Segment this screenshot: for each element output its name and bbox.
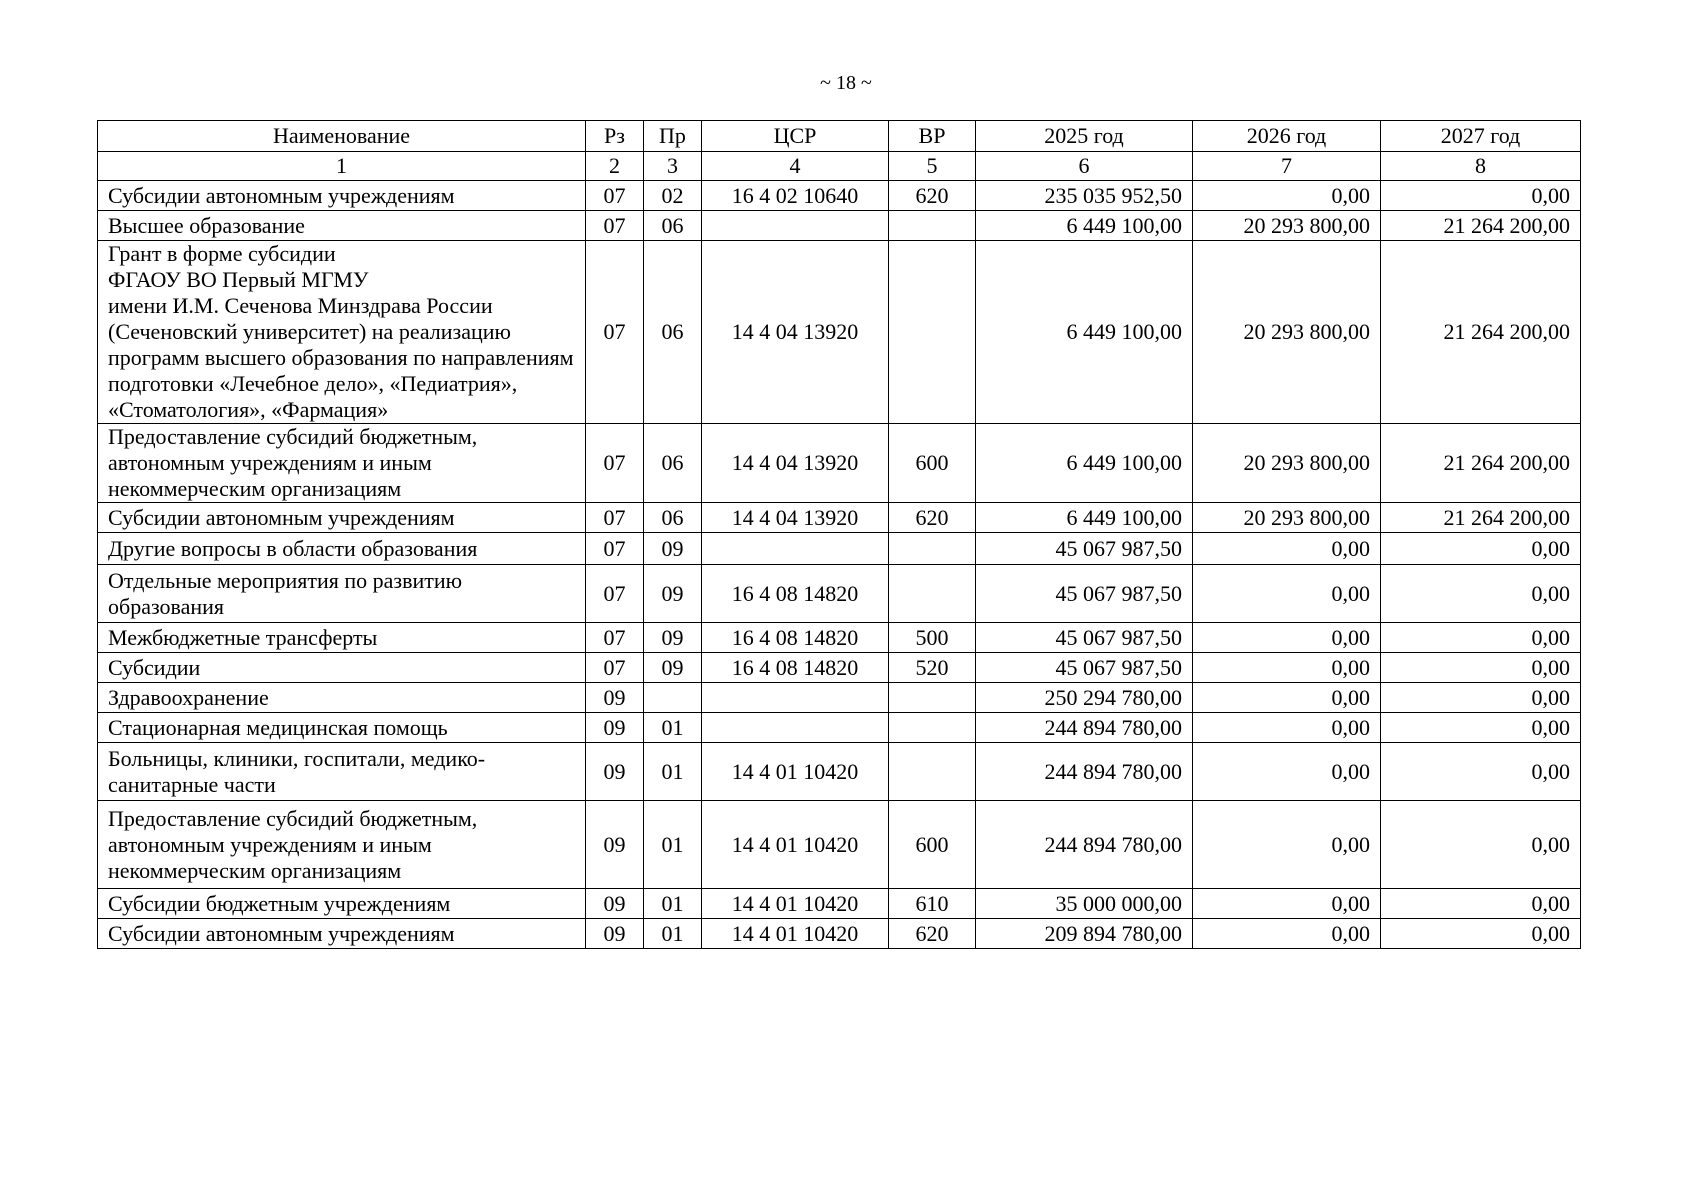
row-rz: 09 xyxy=(586,743,644,801)
column-number-row xyxy=(98,152,1581,181)
row-pr: 01 xyxy=(644,743,702,801)
row-2025: 45 067 987,50 xyxy=(976,565,1193,623)
row-2026: 0,00 xyxy=(1193,743,1381,801)
row-2027: 0,00 xyxy=(1381,713,1581,743)
row-2027: 0,00 xyxy=(1381,181,1581,211)
header-2025: 2025 год xyxy=(976,121,1193,152)
header-2026: 2026 год xyxy=(1193,121,1381,152)
row-name: Предоставление субсидий бюджетным, автономным учреждениям и иным некоммерческим организациям xyxy=(98,424,586,503)
row-vr xyxy=(889,565,976,623)
row-2025: 6 449 100,00 xyxy=(976,211,1193,241)
column-number: 1 xyxy=(98,152,586,181)
row-name: Субсидии автономным учреждениям xyxy=(98,503,586,533)
table-row xyxy=(98,565,1581,623)
header-csr: ЦСР xyxy=(702,121,889,152)
row-2026: 0,00 xyxy=(1193,801,1381,889)
header-rz: Рз xyxy=(586,121,644,152)
row-2026: 0,00 xyxy=(1193,653,1381,683)
table-row xyxy=(98,241,1581,424)
row-csr xyxy=(702,533,889,565)
row-vr xyxy=(889,241,976,424)
row-rz: 07 xyxy=(586,241,644,424)
row-rz: 07 xyxy=(586,424,644,503)
row-csr: 14 4 04 13920 xyxy=(702,503,889,533)
row-csr: 16 4 08 14820 xyxy=(702,623,889,653)
row-csr: 14 4 01 10420 xyxy=(702,889,889,919)
row-2026: 0,00 xyxy=(1193,889,1381,919)
row-rz: 07 xyxy=(586,181,644,211)
row-rz: 09 xyxy=(586,919,644,949)
row-2025: 35 000 000,00 xyxy=(976,889,1193,919)
row-vr: 520 xyxy=(889,653,976,683)
row-vr: 500 xyxy=(889,623,976,653)
column-number: 3 xyxy=(644,152,702,181)
row-pr: 01 xyxy=(644,919,702,949)
row-2027: 21 264 200,00 xyxy=(1381,503,1581,533)
row-2026: 0,00 xyxy=(1193,713,1381,743)
header-row xyxy=(98,121,1581,152)
column-number: 8 xyxy=(1381,152,1581,181)
table-row xyxy=(98,623,1581,653)
header-vr: ВР xyxy=(889,121,976,152)
row-2026: 0,00 xyxy=(1193,533,1381,565)
header-2027: 2027 год xyxy=(1381,121,1581,152)
row-name: Другие вопросы в области образования xyxy=(98,533,586,565)
row-rz: 09 xyxy=(586,889,644,919)
row-vr: 600 xyxy=(889,424,976,503)
row-csr: 14 4 04 13920 xyxy=(702,424,889,503)
row-2025: 244 894 780,00 xyxy=(976,713,1193,743)
row-rz: 09 xyxy=(586,713,644,743)
row-name: Здравоохранение xyxy=(98,683,586,713)
row-name: Предоставление субсидий бюджетным, автономным учреждениям и иным некоммерческим организациям xyxy=(98,801,586,889)
row-2027: 0,00 xyxy=(1381,623,1581,653)
row-2027: 21 264 200,00 xyxy=(1381,241,1581,424)
row-name: Высшее образование xyxy=(98,211,586,241)
row-name: Больницы, клиники, госпитали, медико-санитарные части xyxy=(98,743,586,801)
row-csr: 14 4 01 10420 xyxy=(702,801,889,889)
row-name: Субсидии бюджетным учреждениям xyxy=(98,889,586,919)
row-vr: 600 xyxy=(889,801,976,889)
row-csr xyxy=(702,683,889,713)
row-2026: 20 293 800,00 xyxy=(1193,241,1381,424)
row-2025: 209 894 780,00 xyxy=(976,919,1193,949)
table-body xyxy=(98,181,1581,949)
row-2025: 6 449 100,00 xyxy=(976,503,1193,533)
row-pr: 06 xyxy=(644,211,702,241)
row-2027: 0,00 xyxy=(1381,889,1581,919)
row-vr: 620 xyxy=(889,919,976,949)
table-row xyxy=(98,801,1581,889)
row-2027: 0,00 xyxy=(1381,565,1581,623)
row-2027: 21 264 200,00 xyxy=(1381,211,1581,241)
column-number: 5 xyxy=(889,152,976,181)
table-row xyxy=(98,653,1581,683)
row-rz: 09 xyxy=(586,801,644,889)
table-row xyxy=(98,533,1581,565)
row-csr: 16 4 08 14820 xyxy=(702,653,889,683)
table-row xyxy=(98,503,1581,533)
row-pr: 02 xyxy=(644,181,702,211)
page-number: ~ 18 ~ xyxy=(820,72,872,94)
row-2027: 0,00 xyxy=(1381,533,1581,565)
row-name: Отдельные мероприятия по развитию образования xyxy=(98,565,586,623)
row-pr xyxy=(644,683,702,713)
row-2025: 244 894 780,00 xyxy=(976,743,1193,801)
row-2027: 0,00 xyxy=(1381,653,1581,683)
row-csr: 14 4 04 13920 xyxy=(702,241,889,424)
row-pr: 09 xyxy=(644,653,702,683)
row-pr: 09 xyxy=(644,623,702,653)
table-row xyxy=(98,889,1581,919)
row-vr xyxy=(889,683,976,713)
budget-table xyxy=(97,120,1581,949)
header-name: Наименование xyxy=(98,121,586,152)
row-2026: 20 293 800,00 xyxy=(1193,211,1381,241)
row-2025: 235 035 952,50 xyxy=(976,181,1193,211)
row-vr: 620 xyxy=(889,181,976,211)
row-name: Грант в форме субсидии ФГАОУ ВО Первый МГМУ имени И.М. Сеченова Минздрава России (Сеченовский университет) на реализацию программ высшего образования по направлениям подготовки «Лечебное дело», «Педиатрия», «Стоматология», «Фармация» xyxy=(98,241,586,424)
row-2026: 20 293 800,00 xyxy=(1193,503,1381,533)
row-vr xyxy=(889,211,976,241)
row-pr: 01 xyxy=(644,713,702,743)
row-pr: 09 xyxy=(644,565,702,623)
row-vr: 610 xyxy=(889,889,976,919)
row-rz: 07 xyxy=(586,211,644,241)
row-vr xyxy=(889,533,976,565)
row-pr: 01 xyxy=(644,801,702,889)
row-rz: 07 xyxy=(586,623,644,653)
row-2025: 45 067 987,50 xyxy=(976,533,1193,565)
row-2026: 0,00 xyxy=(1193,565,1381,623)
row-2026: 20 293 800,00 xyxy=(1193,424,1381,503)
table-row xyxy=(98,743,1581,801)
row-vr xyxy=(889,713,976,743)
table-row xyxy=(98,919,1581,949)
column-number: 2 xyxy=(586,152,644,181)
row-pr: 01 xyxy=(644,889,702,919)
row-2027: 0,00 xyxy=(1381,919,1581,949)
row-csr: 14 4 01 10420 xyxy=(702,919,889,949)
row-2025: 6 449 100,00 xyxy=(976,241,1193,424)
row-2025: 45 067 987,50 xyxy=(976,653,1193,683)
table-row xyxy=(98,181,1581,211)
row-pr: 09 xyxy=(644,533,702,565)
row-name: Субсидии xyxy=(98,653,586,683)
row-2025: 6 449 100,00 xyxy=(976,424,1193,503)
row-pr: 06 xyxy=(644,424,702,503)
row-rz: 07 xyxy=(586,565,644,623)
row-name: Субсидии автономным учреждениям xyxy=(98,919,586,949)
column-number: 4 xyxy=(702,152,889,181)
table-row xyxy=(98,211,1581,241)
row-csr: 16 4 08 14820 xyxy=(702,565,889,623)
row-rz: 07 xyxy=(586,503,644,533)
row-name: Стационарная медицинская помощь xyxy=(98,713,586,743)
row-pr: 06 xyxy=(644,241,702,424)
header-pr: Пр xyxy=(644,121,702,152)
row-csr: 16 4 02 10640 xyxy=(702,181,889,211)
column-number: 6 xyxy=(976,152,1193,181)
row-2025: 250 294 780,00 xyxy=(976,683,1193,713)
row-vr: 620 xyxy=(889,503,976,533)
row-2026: 0,00 xyxy=(1193,683,1381,713)
row-csr: 14 4 01 10420 xyxy=(702,743,889,801)
table-row xyxy=(98,424,1581,503)
column-number: 7 xyxy=(1193,152,1381,181)
table-row xyxy=(98,683,1581,713)
row-2026: 0,00 xyxy=(1193,919,1381,949)
row-2027: 21 264 200,00 xyxy=(1381,424,1581,503)
row-rz: 09 xyxy=(586,683,644,713)
row-2025: 244 894 780,00 xyxy=(976,801,1193,889)
row-2027: 0,00 xyxy=(1381,801,1581,889)
row-pr: 06 xyxy=(644,503,702,533)
row-rz: 07 xyxy=(586,653,644,683)
row-vr xyxy=(889,743,976,801)
row-csr xyxy=(702,211,889,241)
row-rz: 07 xyxy=(586,533,644,565)
row-2026: 0,00 xyxy=(1193,181,1381,211)
row-name: Межбюджетные трансферты xyxy=(98,623,586,653)
row-2025: 45 067 987,50 xyxy=(976,623,1193,653)
row-2027: 0,00 xyxy=(1381,743,1581,801)
row-2026: 0,00 xyxy=(1193,623,1381,653)
row-2027: 0,00 xyxy=(1381,683,1581,713)
table-row xyxy=(98,713,1581,743)
row-csr xyxy=(702,713,889,743)
row-name: Субсидии автономным учреждениям xyxy=(98,181,586,211)
